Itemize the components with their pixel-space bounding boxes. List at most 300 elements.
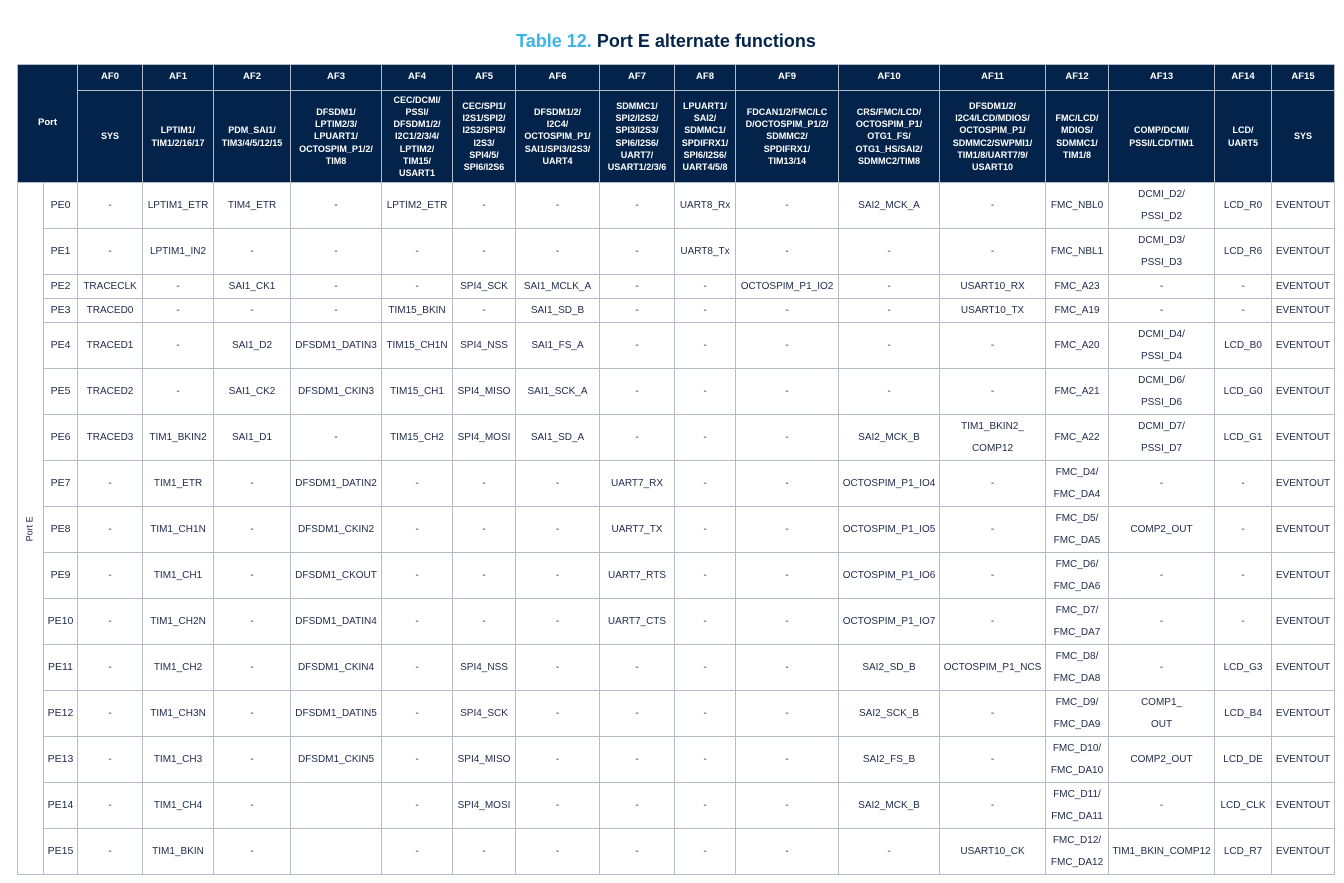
function-cell: TIM1_CH1 xyxy=(143,553,214,599)
function-cell: SPI4_MISO xyxy=(453,369,516,415)
function-cell: - xyxy=(736,783,839,829)
function-cell: - xyxy=(736,323,839,369)
function-cell: - xyxy=(291,229,382,275)
function-cell: UART7_CTS xyxy=(600,599,675,645)
function-cell: FMC_D7/ FMC_DA7 xyxy=(1046,599,1109,645)
function-cell: SPI4_NSS xyxy=(453,645,516,691)
function-cell: LPTIM1_IN2 xyxy=(143,229,214,275)
function-cell: - xyxy=(736,299,839,323)
function-cell: - xyxy=(736,183,839,229)
function-cell: COMP1_ OUT xyxy=(1109,691,1215,737)
table-row xyxy=(18,415,1335,461)
function-cell: EVENTOUT xyxy=(1272,737,1335,783)
af-header: AF14 xyxy=(1215,65,1272,91)
table-body xyxy=(18,183,1335,875)
function-cell: - xyxy=(453,461,516,507)
af-header: AF12 xyxy=(1046,65,1109,91)
function-cell: DFSDM1_CKIN2 xyxy=(291,507,382,553)
function-cell: LCD_B0 xyxy=(1215,323,1272,369)
af-header: AF6 xyxy=(516,65,600,91)
function-cell: TRACECLK xyxy=(78,275,143,299)
function-cell: FMC_D12/ FMC_DA12 xyxy=(1046,829,1109,875)
function-cell: - xyxy=(78,553,143,599)
function-cell: - xyxy=(78,783,143,829)
function-cell: - xyxy=(291,299,382,323)
function-cell: EVENTOUT xyxy=(1272,553,1335,599)
function-cell: - xyxy=(382,553,453,599)
function-cell: - xyxy=(600,415,675,461)
function-cell: - xyxy=(1215,461,1272,507)
function-cell: - xyxy=(940,229,1046,275)
function-cell: FMC_D11/ FMC_DA11 xyxy=(1046,783,1109,829)
function-group-header: SYS xyxy=(1272,91,1335,183)
port-group-cell xyxy=(18,183,44,875)
function-cell: - xyxy=(516,461,600,507)
function-cell: - xyxy=(453,183,516,229)
function-cell: - xyxy=(78,183,143,229)
function-cell: SAI1_CK2 xyxy=(214,369,291,415)
af-header: AF4 xyxy=(382,65,453,91)
function-cell: USART10_RX xyxy=(940,275,1046,299)
af-header: AF3 xyxy=(291,65,382,91)
function-cell: - xyxy=(675,461,736,507)
function-cell: - xyxy=(291,275,382,299)
function-cell: - xyxy=(1109,645,1215,691)
function-cell: OCTOSPIM_P1_IO2 xyxy=(736,275,839,299)
function-cell: - xyxy=(839,369,940,415)
function-cell: - xyxy=(600,369,675,415)
port-header: Port xyxy=(18,65,78,183)
function-cell: - xyxy=(675,553,736,599)
pin-name: PE1 xyxy=(44,229,78,275)
function-cell: LCD_G0 xyxy=(1215,369,1272,415)
pin-name: PE4 xyxy=(44,323,78,369)
function-cell: USART10_TX xyxy=(940,299,1046,323)
pin-name: PE0 xyxy=(44,183,78,229)
function-cell: - xyxy=(1109,783,1215,829)
af-header: AF8 xyxy=(675,65,736,91)
function-cell: - xyxy=(675,323,736,369)
function-cell: FMC_NBL0 xyxy=(1046,183,1109,229)
function-cell: - xyxy=(839,829,940,875)
pin-name: PE6 xyxy=(44,415,78,461)
function-group-header: DFSDM1/2/ I2C4/ OCTOSPIM_P1/ SAI1/SPI3/I2S3/ UART4 xyxy=(516,91,600,183)
function-cell: FMC_D8/ FMC_DA8 xyxy=(1046,645,1109,691)
pin-name: PE3 xyxy=(44,299,78,323)
function-cell: - xyxy=(736,553,839,599)
function-cell: TIM1_CH3 xyxy=(143,737,214,783)
function-cell: LCD_R6 xyxy=(1215,229,1272,275)
function-cell: EVENTOUT xyxy=(1272,369,1335,415)
function-cell: DFSDM1_CKOUT xyxy=(291,553,382,599)
function-cell: - xyxy=(600,645,675,691)
function-cell: UART8_Tx xyxy=(675,229,736,275)
function-cell: - xyxy=(214,645,291,691)
function-cell: LCD_G1 xyxy=(1215,415,1272,461)
function-cell: - xyxy=(516,737,600,783)
function-cell: TIM4_ETR xyxy=(214,183,291,229)
function-cell: SAI2_SCK_B xyxy=(839,691,940,737)
function-cell: - xyxy=(600,829,675,875)
table-row xyxy=(18,737,1335,783)
table-row xyxy=(18,461,1335,507)
pin-name: PE8 xyxy=(44,507,78,553)
function-cell: LCD_CLK xyxy=(1215,783,1272,829)
function-cell: DFSDM1_CKIN4 xyxy=(291,645,382,691)
function-cell: UART7_RX xyxy=(600,461,675,507)
function-cell: - xyxy=(940,553,1046,599)
function-cell: TRACED3 xyxy=(78,415,143,461)
function-cell: - xyxy=(736,599,839,645)
function-cell: SPI4_SCK xyxy=(453,275,516,299)
function-cell: SAI2_MCK_B xyxy=(839,415,940,461)
function-cell: DFSDM1_DATIN2 xyxy=(291,461,382,507)
function-cell: - xyxy=(675,829,736,875)
function-cell: - xyxy=(382,737,453,783)
function-cell: - xyxy=(736,415,839,461)
function-cell: UART7_RTS xyxy=(600,553,675,599)
function-cell: TIM1_BKIN2_ COMP12 xyxy=(940,415,1046,461)
function-cell: LCD_G3 xyxy=(1215,645,1272,691)
function-cell: LCD_DE xyxy=(1215,737,1272,783)
function-cell: - xyxy=(143,369,214,415)
function-cell: FMC_A19 xyxy=(1046,299,1109,323)
function-cell: DCMI_D6/ PSSI_D6 xyxy=(1109,369,1215,415)
function-cell: - xyxy=(1109,553,1215,599)
function-cell: - xyxy=(675,369,736,415)
function-cell: - xyxy=(382,275,453,299)
function-cell: - xyxy=(736,691,839,737)
function-cell: TRACED0 xyxy=(78,299,143,323)
function-cell: - xyxy=(839,275,940,299)
pin-name: PE11 xyxy=(44,645,78,691)
function-cell: - xyxy=(382,507,453,553)
function-cell: FMC_D6/ FMC_DA6 xyxy=(1046,553,1109,599)
function-cell: TIM15_CH1N xyxy=(382,323,453,369)
function-cell: EVENTOUT xyxy=(1272,691,1335,737)
function-cell: - xyxy=(940,737,1046,783)
function-group-header: FDCAN1/2/FMC/LC D/OCTOSPIM_P1/2/ SDMMC2/ SPDIFRX1/ TIM13/14 xyxy=(736,91,839,183)
function-cell: - xyxy=(516,229,600,275)
function-cell: EVENTOUT xyxy=(1272,645,1335,691)
function-cell: - xyxy=(675,737,736,783)
function-cell: - xyxy=(516,553,600,599)
function-cell: LCD_B4 xyxy=(1215,691,1272,737)
function-cell: - xyxy=(736,461,839,507)
function-cell: TIM15_BKIN xyxy=(382,299,453,323)
function-cell: - xyxy=(736,737,839,783)
function-cell: - xyxy=(516,183,600,229)
table-title xyxy=(0,31,1332,52)
function-cell: FMC_A22 xyxy=(1046,415,1109,461)
function-cell: DFSDM1_DATIN4 xyxy=(291,599,382,645)
function-cell: TIM1_BKIN_COMP12 xyxy=(1109,829,1215,875)
function-cell: SAI2_SD_B xyxy=(839,645,940,691)
function-cell: EVENTOUT xyxy=(1272,461,1335,507)
function-cell xyxy=(291,829,382,875)
function-cell: - xyxy=(214,599,291,645)
function-cell: - xyxy=(382,783,453,829)
function-cell: - xyxy=(675,415,736,461)
function-cell: FMC_D10/ FMC_DA10 xyxy=(1046,737,1109,783)
function-cell: - xyxy=(516,783,600,829)
function-cell: - xyxy=(78,737,143,783)
function-group-header: CEC/DCMI/ PSSI/ DFSDM1/2/ I2C1/2/3/4/ LPTIM2/ TIM15/ USART1 xyxy=(382,91,453,183)
function-cell: SAI1_CK1 xyxy=(214,275,291,299)
function-cell: SPI4_SCK xyxy=(453,691,516,737)
function-cell: - xyxy=(675,691,736,737)
function-cell: - xyxy=(600,229,675,275)
af-header: AF10 xyxy=(839,65,940,91)
function-group-header: CEC/SPI1/ I2S1/SPI2/ I2S2/SPI3/ I2S3/ SPI4/5/ SPI6/I2S6 xyxy=(453,91,516,183)
function-cell: SAI2_FS_B xyxy=(839,737,940,783)
function-cell: - xyxy=(143,323,214,369)
table-row xyxy=(18,783,1335,829)
af-header: AF7 xyxy=(600,65,675,91)
function-group-header: SDMMC1/ SPI2/I2S2/ SPI3/I2S3/ SPI6/I2S6/ UART7/ USART1/2/3/6 xyxy=(600,91,675,183)
function-cell: FMC_A23 xyxy=(1046,275,1109,299)
function-cell: - xyxy=(78,507,143,553)
function-cell: - xyxy=(78,229,143,275)
function-cell: EVENTOUT xyxy=(1272,323,1335,369)
function-group-header: SYS xyxy=(78,91,143,183)
function-cell: DCMI_D7/ PSSI_D7 xyxy=(1109,415,1215,461)
function-cell: - xyxy=(736,369,839,415)
table-row xyxy=(18,183,1335,229)
function-cell: - xyxy=(940,183,1046,229)
function-cell: - xyxy=(675,507,736,553)
function-cell: - xyxy=(214,229,291,275)
function-cell: EVENTOUT xyxy=(1272,183,1335,229)
function-cell: - xyxy=(516,691,600,737)
function-cell: FMC_D9/ FMC_DA9 xyxy=(1046,691,1109,737)
function-cell: SAI1_D1 xyxy=(214,415,291,461)
function-cell: DCMI_D3/ PSSI_D3 xyxy=(1109,229,1215,275)
function-cell: - xyxy=(1215,507,1272,553)
function-group-header: PDM_SAI1/ TIM3/4/5/12/15 xyxy=(214,91,291,183)
function-cell: SAI1_SCK_A xyxy=(516,369,600,415)
pin-name: PE5 xyxy=(44,369,78,415)
function-cell: - xyxy=(940,369,1046,415)
table-caption: Port E alternate functions xyxy=(596,31,816,51)
af-header: AF1 xyxy=(143,65,214,91)
function-cell: - xyxy=(214,691,291,737)
table-row xyxy=(18,599,1335,645)
function-cell: - xyxy=(453,229,516,275)
function-cell: - xyxy=(600,691,675,737)
pin-name: PE13 xyxy=(44,737,78,783)
function-cell: EVENTOUT xyxy=(1272,299,1335,323)
function-cell: - xyxy=(1215,299,1272,323)
function-cell: - xyxy=(516,507,600,553)
function-cell: USART10_CK xyxy=(940,829,1046,875)
table-row xyxy=(18,553,1335,599)
function-cell: FMC_D5/ FMC_DA5 xyxy=(1046,507,1109,553)
function-cell: - xyxy=(940,783,1046,829)
af-header: AF0 xyxy=(78,65,143,91)
function-cell: - xyxy=(78,599,143,645)
function-cell: EVENTOUT xyxy=(1272,275,1335,299)
function-cell: - xyxy=(675,783,736,829)
function-cell: - xyxy=(382,461,453,507)
table-row xyxy=(18,507,1335,553)
function-cell: FMC_A21 xyxy=(1046,369,1109,415)
function-cell: COMP2_OUT xyxy=(1109,507,1215,553)
function-cell: - xyxy=(453,829,516,875)
function-cell: OCTOSPIM_P1_IO4 xyxy=(839,461,940,507)
function-cell: FMC_D4/ FMC_DA4 xyxy=(1046,461,1109,507)
af-header: AF2 xyxy=(214,65,291,91)
function-cell: SPI4_MOSI xyxy=(453,783,516,829)
af-header: AF11 xyxy=(940,65,1046,91)
function-cell: - xyxy=(940,599,1046,645)
function-cell: LPTIM2_ETR xyxy=(382,183,453,229)
table-row xyxy=(18,645,1335,691)
function-group-header: DFSDM1/ LPTIM2/3/ LPUART1/ OCTOSPIM_P1/2/ TIM8 xyxy=(291,91,382,183)
function-cell xyxy=(291,783,382,829)
function-cell: UART8_Rx xyxy=(675,183,736,229)
function-cell: SAI1_FS_A xyxy=(516,323,600,369)
function-cell: EVENTOUT xyxy=(1272,507,1335,553)
function-cell: - xyxy=(382,229,453,275)
function-cell: OCTOSPIM_P1_IO7 xyxy=(839,599,940,645)
function-group-header: DFSDM1/2/ I2C4/LCD/MDIOS/ OCTOSPIM_P1/ SDMMC2/SWPMI1/ TIM1/8/UART7/9/ USART10 xyxy=(940,91,1046,183)
function-cell: - xyxy=(291,183,382,229)
port-e-table xyxy=(17,64,1335,875)
function-cell: - xyxy=(1109,461,1215,507)
function-cell: - xyxy=(839,299,940,323)
function-cell: LCD_R0 xyxy=(1215,183,1272,229)
table-row xyxy=(18,691,1335,737)
table-row xyxy=(18,369,1335,415)
function-cell: SAI2_MCK_B xyxy=(839,783,940,829)
function-cell: SPI4_NSS xyxy=(453,323,516,369)
function-cell: - xyxy=(839,229,940,275)
function-cell: TIM1_CH4 xyxy=(143,783,214,829)
function-group-header: LPUART1/ SAI2/ SDMMC1/ SPDIFRX1/ SPI6/I2S6/ UART4/5/8 xyxy=(675,91,736,183)
function-cell: TIM15_CH2 xyxy=(382,415,453,461)
function-cell: - xyxy=(600,275,675,299)
af-header: AF5 xyxy=(453,65,516,91)
function-cell: UART7_TX xyxy=(600,507,675,553)
function-cell: - xyxy=(214,829,291,875)
function-cell: - xyxy=(214,737,291,783)
table-row xyxy=(18,829,1335,875)
function-cell: - xyxy=(453,299,516,323)
function-cell: DFSDM1_CKIN3 xyxy=(291,369,382,415)
function-cell: - xyxy=(839,323,940,369)
function-cell: EVENTOUT xyxy=(1272,415,1335,461)
af-header: AF15 xyxy=(1272,65,1335,91)
table-row xyxy=(18,229,1335,275)
function-cell: - xyxy=(143,275,214,299)
function-cell: - xyxy=(736,645,839,691)
table-header xyxy=(18,65,1335,183)
function-cell: - xyxy=(600,323,675,369)
function-cell: - xyxy=(600,299,675,323)
pin-name: PE2 xyxy=(44,275,78,299)
table-row xyxy=(18,299,1335,323)
function-cell: - xyxy=(382,691,453,737)
function-cell: - xyxy=(143,299,214,323)
function-cell: TIM1_CH2N xyxy=(143,599,214,645)
function-cell: - xyxy=(78,829,143,875)
function-cell: - xyxy=(675,299,736,323)
function-cell: - xyxy=(1215,275,1272,299)
function-cell: TIM1_CH1N xyxy=(143,507,214,553)
af-header: AF9 xyxy=(736,65,839,91)
function-cell: - xyxy=(1109,275,1215,299)
function-cell: EVENTOUT xyxy=(1272,829,1335,875)
function-group-header: LCD/ UART5 xyxy=(1215,91,1272,183)
function-cell: - xyxy=(516,599,600,645)
function-cell: - xyxy=(214,299,291,323)
function-cell: SPI4_MOSI xyxy=(453,415,516,461)
function-cell: - xyxy=(382,599,453,645)
function-cell: SPI4_MISO xyxy=(453,737,516,783)
function-cell: - xyxy=(78,461,143,507)
function-cell: TIM1_BKIN2 xyxy=(143,415,214,461)
function-cell: LPTIM1_ETR xyxy=(143,183,214,229)
function-cell: LCD_R7 xyxy=(1215,829,1272,875)
function-cell: - xyxy=(1215,599,1272,645)
function-cell: - xyxy=(78,691,143,737)
function-cell: TIM1_BKIN xyxy=(143,829,214,875)
pin-name: PE14 xyxy=(44,783,78,829)
function-cell: - xyxy=(940,323,1046,369)
function-cell: - xyxy=(453,553,516,599)
function-group-header: FMC/LCD/ MDIOS/ SDMMC1/ TIM1/8 xyxy=(1046,91,1109,183)
function-cell: - xyxy=(453,599,516,645)
function-cell: - xyxy=(1109,299,1215,323)
function-cell: OCTOSPIM_P1_IO5 xyxy=(839,507,940,553)
table-row xyxy=(18,323,1335,369)
function-cell: - xyxy=(382,829,453,875)
pin-name: PE12 xyxy=(44,691,78,737)
pin-name: PE9 xyxy=(44,553,78,599)
function-cell: - xyxy=(516,645,600,691)
function-cell: SAI1_SD_B xyxy=(516,299,600,323)
function-cell: - xyxy=(214,461,291,507)
function-cell: SAI2_MCK_A xyxy=(839,183,940,229)
function-cell: - xyxy=(453,507,516,553)
pin-name: PE10 xyxy=(44,599,78,645)
function-cell: - xyxy=(516,829,600,875)
function-cell: - xyxy=(736,829,839,875)
function-cell: COMP2_OUT xyxy=(1109,737,1215,783)
function-cell: - xyxy=(214,507,291,553)
function-cell: - xyxy=(736,229,839,275)
function-cell: DFSDM1_CKIN5 xyxy=(291,737,382,783)
function-cell: - xyxy=(291,415,382,461)
function-cell: TIM1_CH3N xyxy=(143,691,214,737)
function-cell: - xyxy=(214,553,291,599)
function-cell: SAI1_MCLK_A xyxy=(516,275,600,299)
af-header: AF13 xyxy=(1109,65,1215,91)
function-group-header: LPTIM1/ TIM1/2/16/17 xyxy=(143,91,214,183)
function-cell: TRACED2 xyxy=(78,369,143,415)
function-cell: - xyxy=(600,783,675,829)
table-number: Table 12. xyxy=(516,31,592,51)
function-cell: - xyxy=(736,507,839,553)
function-cell: DFSDM1_DATIN3 xyxy=(291,323,382,369)
function-cell: OCTOSPIM_P1_IO6 xyxy=(839,553,940,599)
function-cell: - xyxy=(1215,553,1272,599)
function-cell: - xyxy=(382,645,453,691)
function-cell: DCMI_D2/ PSSI_D2 xyxy=(1109,183,1215,229)
function-cell: DCMI_D4/ PSSI_D4 xyxy=(1109,323,1215,369)
function-cell: - xyxy=(675,599,736,645)
